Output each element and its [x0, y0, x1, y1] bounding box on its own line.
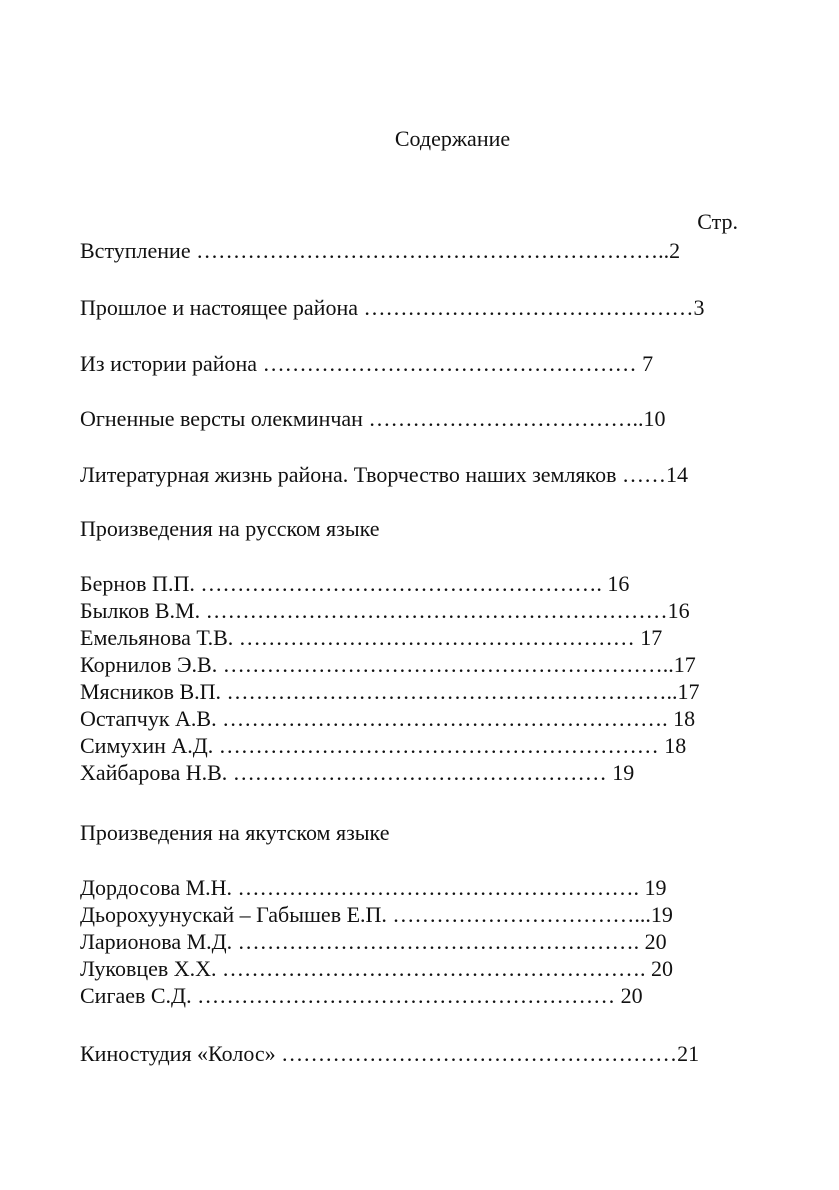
- toc-entry: Вступление ………………………………………………………..2: [80, 238, 681, 263]
- toc-entry: Корнилов Э.В. ……………………………………………………..17: [80, 652, 696, 677]
- page-column-label: Стр.: [697, 209, 738, 234]
- toc-entry: Сигаев С.Д. ………………………………………………… 20: [80, 983, 643, 1008]
- toc-entry: Емельянова Т.В. ……………………………………………… 17: [80, 625, 663, 650]
- toc-entry: Мясников В.П. ……………………………………………………..17: [80, 679, 700, 704]
- toc-entry: Остапчук А.В. ……………………………………………………. 18: [80, 706, 696, 731]
- section-heading-russian: Произведения на русском языке: [80, 516, 380, 541]
- toc-entry: Дьорохуунускай – Габышев Е.П. ……………………………...19: [80, 902, 673, 927]
- toc-entry: Бернов П.П. ………………………………………………. 16: [80, 571, 630, 596]
- toc-entry: Хайбарова Н.В. …………………………………………… 19: [80, 760, 635, 785]
- toc-entry: Прошлое и настоящее района ………………………………………3: [80, 295, 705, 320]
- toc-entry: Литературная жизнь района. Творчество наших земляков ……14: [80, 462, 689, 487]
- section-heading-yakut: Произведения на якутском языке: [80, 820, 390, 845]
- toc-entry: Луковцев Х.Х. …………………………………………………. 20: [80, 956, 674, 981]
- toc-entry: Огненные версты олекминчан ………………………………..10: [80, 406, 666, 431]
- toc-entry: Ларионова М.Д. ………………………………………………. 20: [80, 929, 667, 954]
- toc-entry: Былков В.М. ………………………………………………………16: [80, 598, 690, 623]
- toc-entry: Из истории района …………………………………………… 7: [80, 351, 654, 376]
- toc-entry: Киностудия «Колос» ………………………………………………21: [80, 1041, 700, 1066]
- toc-entry: Дордосова М.Н. ………………………………………………. 19: [80, 875, 667, 900]
- page-title: Содержание: [394, 126, 511, 151]
- toc-entry: Симухин А.Д. …………………………………………………… 18: [80, 733, 687, 758]
